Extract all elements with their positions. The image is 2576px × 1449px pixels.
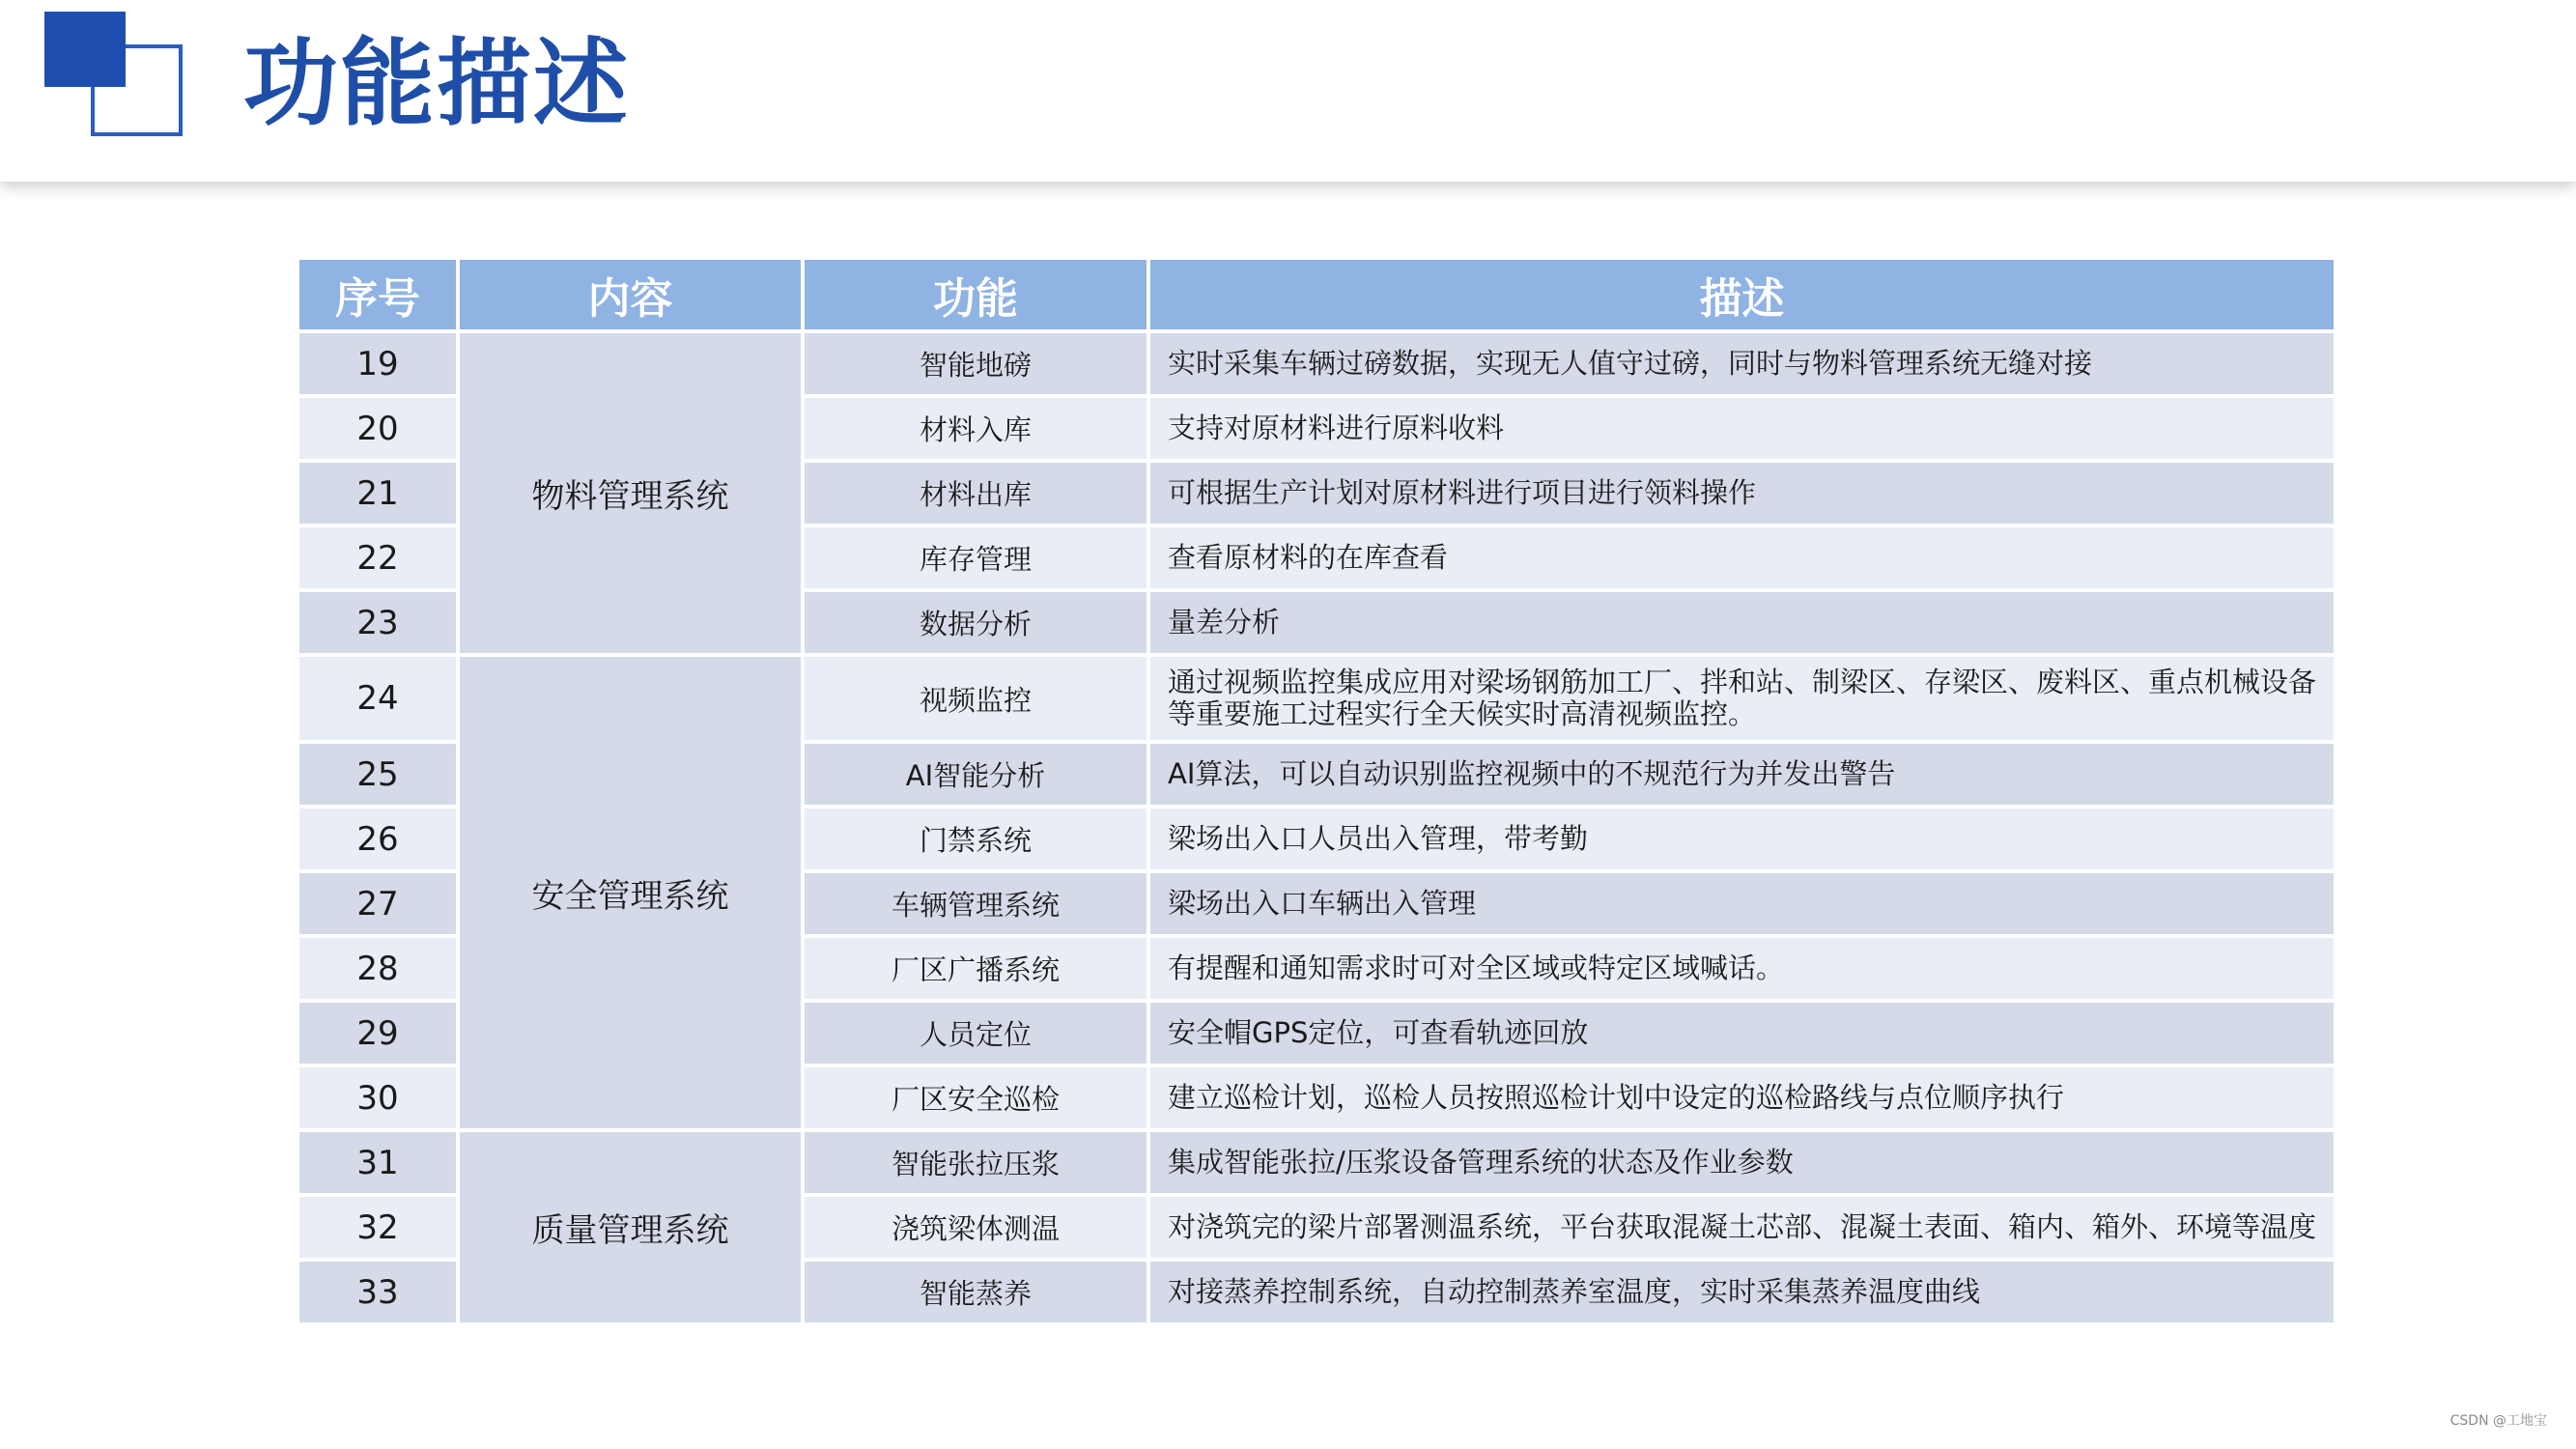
row-number: 19 (297, 331, 458, 396)
row-number: 29 (297, 1001, 458, 1065)
function-table (296, 256, 2337, 1326)
row-description: 建立巡检计划，巡检人员按照巡检计划中设定的巡检路线与点位顺序执行 (1148, 1065, 2335, 1130)
row-description: 可根据生产计划对原材料进行项目进行领料操作 (1148, 461, 2335, 526)
row-description: 查看原材料的在库查看 (1148, 526, 2335, 590)
row-number: 25 (297, 742, 458, 807)
row-description: 支持对原材料进行原料收料 (1148, 396, 2335, 461)
table-row (297, 1130, 2335, 1195)
logo-square-filled (44, 12, 126, 87)
header-content: 内容 (458, 258, 803, 331)
row-function: 车辆管理系统 (803, 871, 1148, 936)
row-function: 视频监控 (803, 655, 1148, 742)
row-function: 门禁系统 (803, 807, 1148, 871)
header-no: 序号 (297, 258, 458, 331)
row-description: 梁场出入口车辆出入管理 (1148, 871, 2335, 936)
row-number: 32 (297, 1195, 458, 1260)
row-function: 浇筑梁体测温 (803, 1195, 1148, 1260)
row-function: 人员定位 (803, 1001, 1148, 1065)
row-number: 20 (297, 396, 458, 461)
row-number: 27 (297, 871, 458, 936)
group-name: 物料管理系统 (458, 331, 803, 655)
row-function: 材料入库 (803, 396, 1148, 461)
row-description: 安全帽GPS定位，可查看轨迹回放 (1148, 1001, 2335, 1065)
row-function: 智能蒸养 (803, 1260, 1148, 1324)
row-function: 厂区广播系统 (803, 936, 1148, 1001)
row-number: 22 (297, 526, 458, 590)
table-row (297, 331, 2335, 396)
row-description: 梁场出入口人员出入管理，带考勤 (1148, 807, 2335, 871)
row-number: 31 (297, 1130, 458, 1195)
row-description: 集成智能张拉/压浆设备管理系统的状态及作业参数 (1148, 1130, 2335, 1195)
row-function: 厂区安全巡检 (803, 1065, 1148, 1130)
row-function: AI智能分析 (803, 742, 1148, 807)
row-function: 库存管理 (803, 526, 1148, 590)
row-number: 33 (297, 1260, 458, 1324)
row-description: 量差分析 (1148, 590, 2335, 655)
row-function: 智能张拉压浆 (803, 1130, 1148, 1195)
row-number: 30 (297, 1065, 458, 1130)
row-description: 对接蒸养控制系统，自动控制蒸养室温度，实时采集蒸养温度曲线 (1148, 1260, 2335, 1324)
group-name: 质量管理系统 (458, 1130, 803, 1324)
row-function: 数据分析 (803, 590, 1148, 655)
page-title: 功能描述 (243, 29, 631, 139)
row-number: 21 (297, 461, 458, 526)
row-number: 28 (297, 936, 458, 1001)
row-number: 26 (297, 807, 458, 871)
header-description: 描述 (1148, 258, 2335, 331)
slide-header (0, 0, 2576, 182)
row-function: 智能地磅 (803, 331, 1148, 396)
watermark: CSDN @工地宝 (2449, 1413, 2547, 1429)
table-header-row (297, 258, 2335, 331)
row-function: 材料出库 (803, 461, 1148, 526)
function-table-container (296, 256, 2334, 1326)
row-description: 有提醒和通知需求时可对全区域或特定区域喊话。 (1148, 936, 2335, 1001)
table-row (297, 655, 2335, 742)
row-description: 对浇筑完的梁片部署测温系统，平台获取混凝土芯部、混凝土表面、箱内、箱外、环境等温度 (1148, 1195, 2335, 1260)
row-description: 通过视频监控集成应用对梁场钢筋加工厂、拌和站、制梁区、存梁区、废料区、重点机械设备等重要施工过程实行全天候实时高清视频监控。 (1148, 655, 2335, 742)
row-number: 24 (297, 655, 458, 742)
row-description: 实时采集车辆过磅数据，实现无人值守过磅，同时与物料管理系统无缝对接 (1148, 331, 2335, 396)
group-name: 安全管理系统 (458, 655, 803, 1130)
header-function: 功能 (803, 258, 1148, 331)
row-description: AI算法，可以自动识别监控视频中的不规范行为并发出警告 (1148, 742, 2335, 807)
row-number: 23 (297, 590, 458, 655)
